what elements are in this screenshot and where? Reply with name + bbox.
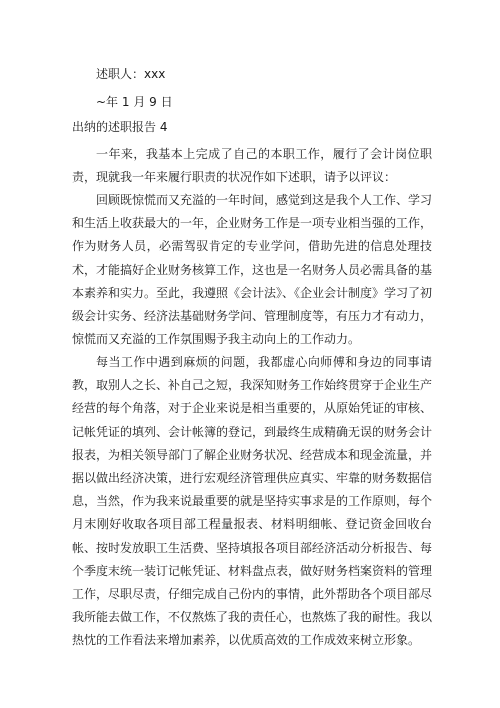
paragraph-work: 每当工作中遇到麻烦的问题，我都虚心向师傅和身边的同事请教，取别人之长、补自己之短，我深知财务工作始终贯穿于企业生产经营的每个角落，对于企业来说是相当重要的，从原始凭证的审核、记帐凭证的填列、会计帐簿的登记，到最终生成精确无误的财务会计报表，为相关领导部门了解企业财务状况、经营成本和现金流量，并据以做出经济决策，进行宏观经济管理供应真实、牢靠的财务数据信息，当然，作为我来说最重要的就是坚持实事求是的工作原则，每个月末刚好收取各项目部工程量报表、材料明细帐、登记资金回收台帐、按时发放职工生活费、坚持填报各项目部经济活动分析报告、每个季度末统一装订记帐凭证、材料盘点表，做好财务档案资料的管理工作，尽职尽责，仔细完成自己份内的事情，此外帮助各个项目部尽我所能去做工作，不仅熬炼了我的责任心，也熬炼了我的耐性。我以热忱的工作看法来增加素养，以优质高效的工作成效来树立形象。 bbox=[72, 355, 433, 648]
report-title: 出纳的述职报告 4 bbox=[72, 120, 168, 134]
reporter-line: 述职人：xxx bbox=[96, 67, 166, 81]
date-line: ~年 1 月 9 日 bbox=[96, 95, 173, 109]
paragraph-review: 回顾既惊慌而又充溢的一年时间，感觉到这是我个人工作、学习和生活上收获最大的一年，企业财务工作是一项专业相当强的工作，作为财务人员，必需驾驭肯定的专业学问，借助先进的信息处理技术，才能搞好企业财务核算工作，这也是一名财务人员必需具备的基本素养和实力。至此，我遵照《会计法》、《企业会计制度》学习了初级会计实务、经济法基础财务学问、管理制度等，有压力才有动力，惊慌而又充溢的工作氛围赐予我主动向上的工作动力。 bbox=[72, 193, 433, 347]
paragraph-intro: 一年来，我基本上完成了自己的本职工作，履行了会计岗位职责，现就我一年来履行职责的状况作如下述职，请予以评议： bbox=[72, 147, 432, 185]
